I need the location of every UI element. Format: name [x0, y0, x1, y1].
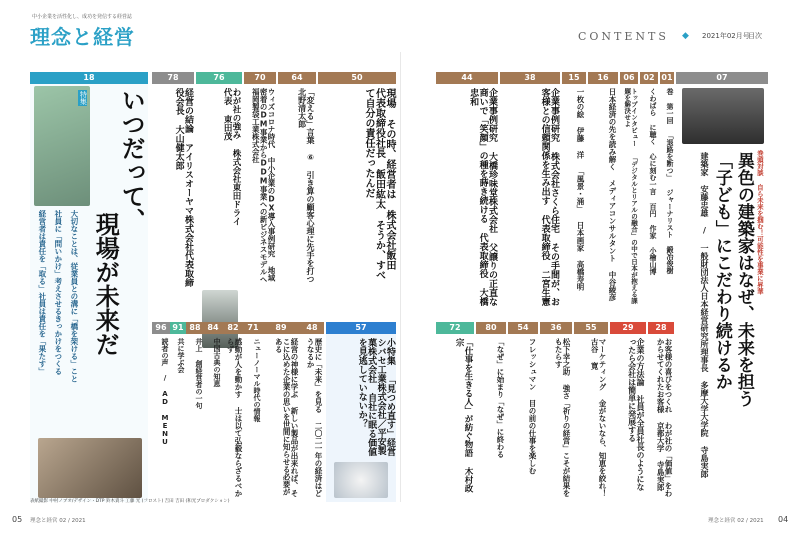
page-number: 88 — [186, 322, 204, 334]
entry-text: 巻 第一回 「退路を断つ」 ジャーナリスト 鍛冶俊樹 — [666, 88, 674, 274]
page-number: 28 — [648, 322, 674, 334]
entry-text: わが社の強み 株式会社東田ドライ 代表 東田茂 — [222, 88, 241, 226]
toc-entry-96[interactable] — [152, 322, 170, 502]
entry-text: 経営の神様に学ぶ 新しい製品が出来れば、そこに込めた企業の思いを世間に知らせる必要がある — [274, 338, 299, 497]
toc-entry-01[interactable] — [660, 72, 674, 312]
entry-text: 一枚の絵 伊藤 洋 「風景・涌」 日本画家 高橋寿明 — [576, 88, 585, 291]
logo-tagline: 中小企業を活性化し、成功を発信する経営誌 — [32, 14, 133, 20]
issue-date: 2021年02月号 — [702, 32, 750, 40]
toc-entry-36[interactable] — [540, 322, 572, 502]
page-number: 78 — [152, 72, 194, 84]
toc-entry-89[interactable] — [262, 322, 300, 502]
entry-text: 「変える」言葉 ⑥ 引き算の顧客心理に先手を打つ 北野清太郎 — [297, 88, 315, 283]
entry-text: 「仕事を生きる人」が紡ぐ物語 木村政宗 — [454, 338, 473, 493]
feature-sub-1: 大切なことは、従業員との溝に「橋を架ける」こと — [69, 210, 79, 383]
page-number: 64 — [278, 72, 316, 84]
page-number: 82 — [222, 322, 244, 334]
toc-entry-80[interactable] — [476, 322, 506, 502]
page-number: 02 — [640, 72, 658, 84]
entry-text: トップインタビュー 「デジタルとリアルの融合」の中で日本が抱える課題を解決せよ — [623, 88, 638, 304]
toc-entry-38[interactable] — [500, 72, 560, 312]
page-number: 38 — [500, 72, 560, 84]
toc-entry-76[interactable] — [196, 72, 242, 292]
toc-entry-06[interactable] — [620, 72, 638, 312]
toc-entry-18[interactable] — [30, 72, 148, 502]
toc-entry-55[interactable] — [574, 322, 608, 502]
toc-label: 目次 — [748, 32, 762, 40]
entry-text: 共に学ぶ会 — [177, 338, 185, 373]
entry-text: 企業事例研究 株式会社さくら住宅 その手間が、お客様との信頼関係を生み出す 代表取締役 二宮生憲 — [539, 88, 559, 306]
entry-text: マーケティング 金がないなら、知恵を絞れ！ 古谷 寛 — [590, 338, 607, 497]
feature-kicker: 特集 — [79, 91, 88, 105]
entry-text: 日本経済の先を読み解く メディアコンサルタント 中谷綾彦 — [608, 88, 617, 301]
feature-photo-bottom — [38, 438, 142, 498]
page-number: 71 — [244, 322, 262, 334]
entry-text: 経営の結論 アイリスオーヤマ株式会社代表取締役会長 大山健太郎 — [173, 88, 193, 287]
right-page-number: 04 — [778, 515, 789, 524]
page-number: 96 — [152, 322, 170, 334]
entry-text: 「なぜ」に始まり「なぜ」に終わる — [496, 338, 505, 458]
toc-entry-88[interactable] — [186, 322, 204, 502]
cover-byline: 建築家 安藤忠雄 / 一般財団法人日本経営研究所理事長 多摩大学大学院 寺島実郎 — [700, 152, 709, 478]
entry-text: 企業事例研究 大橋珍味堂株式会社 父譲りの正直な商いで「笑顔」の種を蒔き続ける 代表取締役 大橋忠和 — [468, 88, 497, 306]
page-number: 16 — [588, 72, 618, 84]
page-number: 44 — [436, 72, 498, 84]
feature-title-1: いつだって、 — [117, 88, 146, 232]
cover-title-2: 「子ども」にこだわり続けるか — [711, 152, 732, 390]
page-number: 54 — [508, 322, 538, 334]
page-number: 70 — [244, 72, 276, 84]
entry-text: フレッシュマン 目の前の仕事を楽しむ — [528, 338, 537, 475]
toc-entry-64[interactable] — [278, 72, 316, 292]
toc-entry-28[interactable] — [648, 322, 674, 502]
page-number: 48 — [300, 322, 324, 334]
diamond-icon: ◆ — [682, 31, 689, 41]
page-number: 80 — [476, 322, 506, 334]
page-number: 55 — [574, 322, 608, 334]
page-number: 06 — [620, 72, 638, 84]
page-number: 01 — [661, 73, 673, 82]
page-number: 91 — [170, 322, 186, 334]
toc-entry-70[interactable] — [244, 72, 276, 292]
cover-title-1: 異色の建築家はなぜ、未来を担う — [733, 152, 754, 407]
left-footer-title: 理念と経営 02 / 2021 — [30, 518, 86, 524]
entry-text: 中国古典の知恵 — [213, 338, 221, 387]
entry-text: ニューノーマル時代の情報 — [253, 338, 261, 422]
page-number: 29 — [610, 322, 646, 334]
entry-text: 松下幸之助 強さ「祈りの経営」こそが結果をもたらす — [554, 338, 571, 497]
toc-entry-48[interactable] — [300, 322, 324, 502]
page-number: 36 — [540, 322, 572, 334]
toc-entry-54[interactable] — [508, 322, 538, 502]
cover-credit: 表紙撮影 中村ノブオ/デザイン・DTP 鈴木貴斗 工藤 光 (フロスト) 吉田 吉田 (和光プロダクション) — [30, 499, 230, 504]
page-number: 50 — [318, 72, 396, 84]
entry-text: 企業の方法論 社員が全員社長のようになったら会社は簡単に発展する — [627, 338, 645, 491]
page-number: 15 — [562, 72, 586, 84]
cover-photo — [682, 88, 764, 144]
entry-text: 小特集 「見つめ直す」経営 シバセ工業株式会社／平安製菓株式会社 自社に眠る価値を見逃していないか？ — [356, 338, 395, 456]
page-number: 07 — [676, 72, 768, 84]
spine-divider — [400, 52, 401, 502]
feature-title-2: 現場が未来だ — [91, 212, 120, 356]
contents-heading: CONTENTS — [578, 30, 669, 43]
entry-text: 現場 その時、経営者は 株式会社飯田 代表取締役社長 飯田紘太 そうか、すべて自分の責任だったんだ — [363, 88, 395, 280]
page-number: 76 — [196, 72, 242, 84]
toc-entry-07[interactable] — [676, 72, 768, 512]
toc-entry-82[interactable] — [222, 322, 244, 502]
toc-entry-16[interactable] — [588, 72, 618, 312]
toc-entry-15[interactable] — [562, 72, 586, 312]
page-number: 18 — [30, 72, 148, 84]
feature-sub-2: 社員に「問いかけ」考えさせるきっかけをつくる — [53, 210, 63, 375]
toc-entry-29[interactable] — [610, 322, 646, 502]
toc-entry-78[interactable] — [152, 72, 194, 292]
toc-entry-44[interactable] — [436, 72, 498, 312]
entry-text: 読者の声 / AD MENU — [161, 338, 169, 446]
page-number: 72 — [436, 322, 474, 334]
right-footer-title: 理念と経営 02 / 2021 — [708, 518, 764, 524]
entry-text: ウィズコロナ時代 中小企業のDX導入事例研究 地域密着のDM事業からDDM事業への新ビジネスモデルへ 福岡製袋工業株式会社 — [251, 88, 276, 283]
feature-sub-3: 経営者は責任を「取る」社員は責任を「果たす」 — [37, 210, 47, 375]
toc-entry-50[interactable] — [318, 72, 396, 292]
page-number: 84 — [204, 322, 222, 334]
entry-text: 感動が人を動かす 士は以て弘毅ならざるべからず — [226, 338, 243, 497]
entry-photo — [334, 462, 388, 498]
entry-text: お客様の喜びをつくれ わが社の「価値」をわからせてくれたお客様 京都大学 寺島実郎 — [656, 338, 673, 497]
cover-kicker: 巻頭対談 自ら未来を掴む！可能性を事業に昇華 — [755, 150, 764, 295]
toc-entry-72[interactable] — [436, 322, 474, 502]
entry-text: くわばら に聴く 心に刻む一言 百円 作家 小檜山博 — [649, 88, 657, 275]
magazine-logo[interactable]: 理念と経営 — [30, 25, 135, 49]
entry-text: 歴史に「未来」を見る 二〇二一年の経済はどうなるか — [306, 338, 323, 497]
left-page-number: 05 — [12, 515, 23, 524]
page-number: 57 — [326, 322, 396, 334]
toc-entry-71[interactable] — [244, 322, 262, 502]
toc-entry-84[interactable] — [204, 322, 222, 502]
toc-entry-02[interactable] — [640, 72, 658, 312]
toc-entry-57[interactable] — [326, 322, 396, 502]
entry-text: 井上 創経営者の一句 — [195, 338, 203, 409]
page-number: 89 — [262, 322, 300, 334]
toc-entry-91[interactable] — [170, 322, 186, 502]
